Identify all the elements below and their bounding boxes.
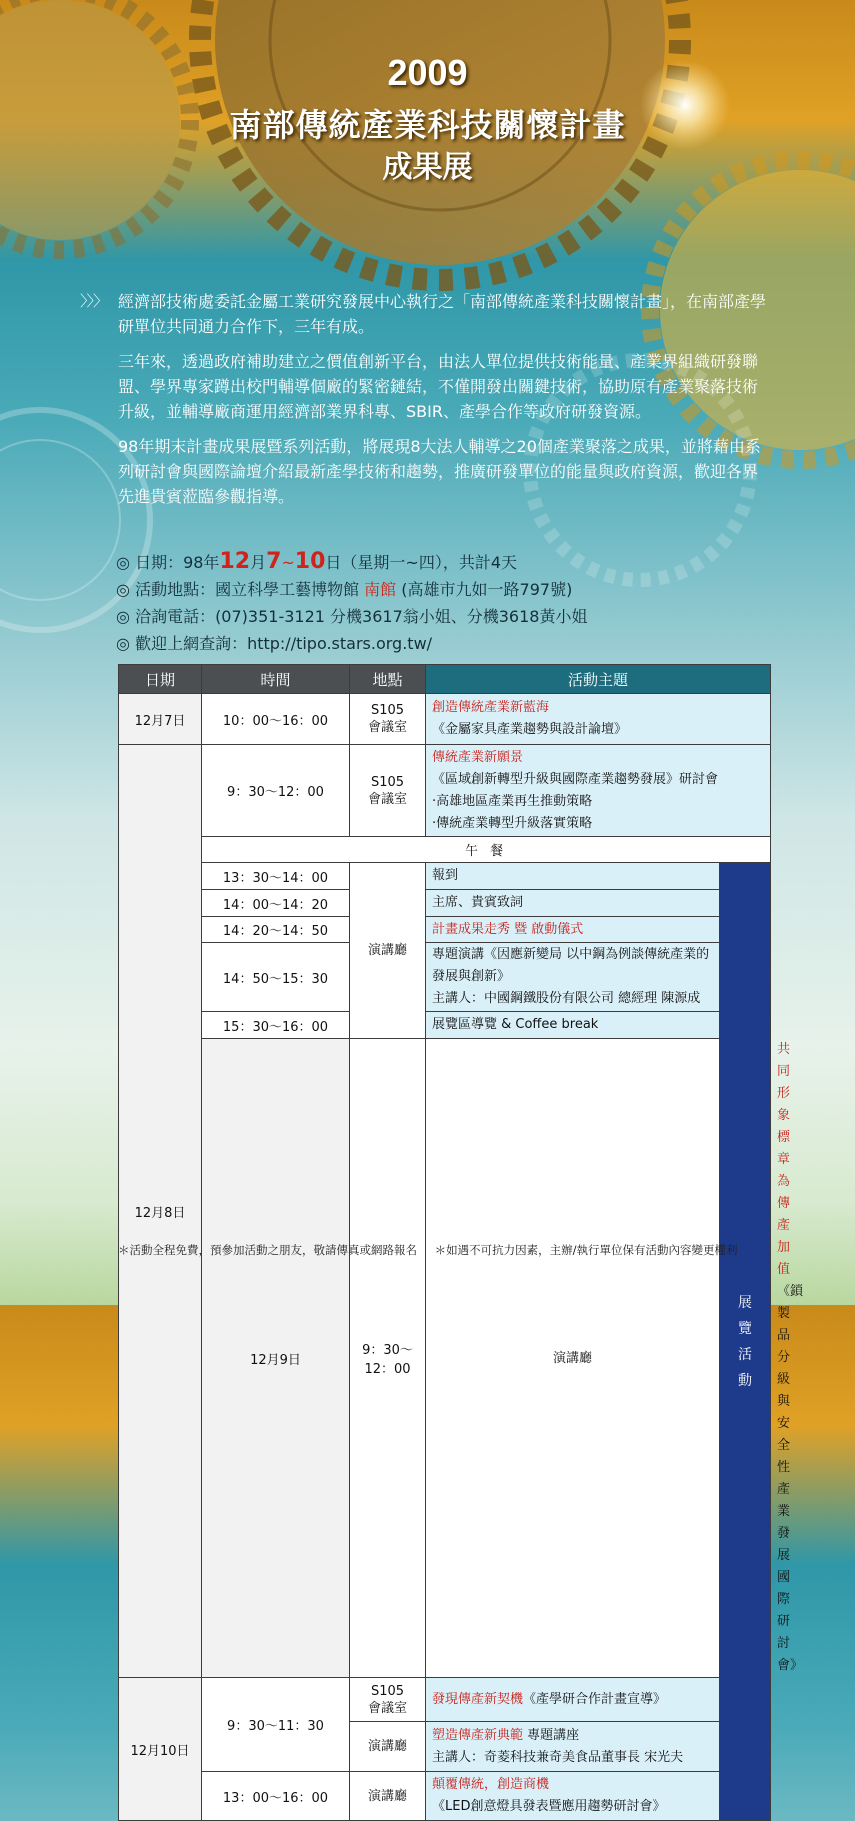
date-tilde: ~ [281,553,295,572]
topic-item: ‧高雄地區產業再生推動策略 [432,793,593,809]
event-date [116,548,776,576]
event-website [116,630,776,657]
header-time: 時間 [202,665,350,694]
table-row [119,943,771,1012]
venue-hall: 南館 [364,580,397,599]
topic-item: ‧傳統產業轉型升級落實策略 [432,815,593,831]
place-cell: 演講廳 [350,1772,426,1821]
title-year: 2009 [387,52,468,93]
topic-cell [426,694,771,745]
time-cell: 13：30〜14：00 [202,863,350,890]
header-topic: 活動主題 [426,665,771,694]
topic-cell: 主席、貴賓致詞 [426,890,720,917]
place-cell [350,1678,426,1722]
time-cell: 14：00〜14：20 [202,890,350,917]
topic-desc: 《金屬家具產業趨勢與設計論壇》 [432,722,628,737]
table-row [119,1012,771,1039]
place-type: 會議室 [367,791,407,807]
triple-chevron-icon: 〉〉〉 [80,292,108,310]
topic-desc: 專題演講《因應新變局 以中鋼為例談傳統產業的發展與創新》 [432,947,710,984]
lunch-cell: 午 餐 [202,837,771,863]
topic-desc: 《產學研合作計畫宣導》 [523,1691,667,1707]
topic-desc: 專題講座 [523,1727,580,1743]
time-cell: 9：30〜12：00 [202,745,350,837]
topic-cell [426,943,720,1012]
time-cell: 9：30〜11：30 [202,1678,350,1772]
place-cell [350,745,426,837]
table-row [119,917,771,943]
bullet-icon: ◎ [116,553,130,572]
side-char: 活 [738,1346,752,1363]
intro-section [80,289,770,509]
topic-title: 共同形象標章為傳產加值 [777,1042,791,1277]
topic-cell [426,1678,720,1722]
time-cell: 14：50〜15：30 [202,943,350,1012]
intro-paragraph: 經濟部技術處委託金屬工業研究發展中心執行之「南部傳統產業科技關懷計畫」，在南部產學研單位共同通力合作下，三年有成。 [118,292,767,336]
time-cell: 10：00〜16：00 [202,694,350,745]
date-label: 日期：98年 [135,553,220,572]
topic-desc: 《LED創意燈具發表暨應用趨勢研討會》 [432,1799,666,1814]
date-rest: 日（星期一~四），共計4天 [325,553,518,572]
event-phone [116,603,776,630]
table-row [119,694,771,745]
topic-cell: 報到 [426,863,720,890]
table-row [119,745,771,837]
header-place: 地點 [350,665,426,694]
date-cell: 12月7日 [119,694,202,745]
date-end: 10 [294,549,326,574]
topic-cell [426,745,771,837]
topic-desc: 《區域創新轉型升級與國際產業趨勢發展》研討會 [432,771,719,787]
date-month: 12 [219,549,251,574]
topic-cell: 計畫成果走秀 暨 啟動儀式 [426,917,720,943]
place-room: S105 [370,774,405,790]
place-room: S105 [370,1683,405,1699]
table-row [119,1772,771,1821]
time-cell: 15：30〜16：00 [202,1012,350,1039]
page-title: 南部傳統產業科技關懷計畫 [229,106,626,144]
table-row [119,863,771,890]
venue-label: 活動地點：國立科學工藝博物館 [135,580,360,599]
side-char: 動 [738,1372,752,1389]
side-char: 覽 [738,1320,752,1337]
footnote-free: ＊活動全程免費，預參加活動之朋友，敬請傳真或網路報名 [118,1243,417,1257]
topic-title: 發現傳產新契機 [432,1691,524,1707]
date-start: 7 [266,549,282,574]
exhibition-activity-label [720,863,771,1821]
lunch-row [119,837,771,863]
date-cell: 12月10日 [119,1678,202,1821]
header-date: 日期 [119,665,202,694]
topic-speaker: 主講人：中國鋼鐵股份有限公司 總經理 陳源成 [432,991,701,1006]
intro-paragraph: 98年期末計畫成果展暨系列活動，將展現8大法人輔導之20個產業聚落之成果，並將藉由系列研討會與國際論壇介紹最新產學技術和趨勢，推廣研發單位的能量與政府資源，歡迎各界先進貴賓蒞臨參觀指導。 [118,437,761,506]
topic-title: 創造傳統產業新藍海 [432,700,550,715]
topic-cell [426,1722,720,1772]
side-char: 展 [738,1294,752,1311]
date-cell: 12月8日 [119,745,202,1678]
time-cell: 9：30〜12：00 [350,1039,426,1678]
time-cell: 13：00〜16：00 [202,1772,350,1821]
topic-cell: 展覽區導覽 & Coffee break [426,1012,720,1039]
bullet-icon: ◎ [116,634,130,653]
table-row [119,1678,771,1722]
event-info [116,548,776,657]
time-cell: 14：20〜14：50 [202,917,350,943]
topic-title: 顛覆傳統，創造商機 [432,1777,550,1792]
topic-title: 塑造傳產新典範 [432,1727,524,1743]
intro-paragraph: 三年來，透過政府補助建立之價值創新平台，由法人單位提供技術能量、產業界組織研發聯盟、學界專家蹲出校門輔導個廠的緊密鏈結，不僅開發出關鍵技術，協助原有產業聚落技術升級，並輔導廠商運用經濟部業界科專、SBIR、產學合作等政府研發資源。 [118,352,759,421]
table-header-row [119,665,771,694]
venue-address: (高雄市九如一路797號) [401,580,573,599]
bullet-icon: ◎ [116,580,130,599]
event-venue [116,576,776,603]
bullet-icon: ◎ [116,607,130,626]
topic-cell [426,1772,720,1821]
place-type: 會議室 [367,720,407,735]
footnote-disclaimer: ＊如遇不可抗力因素，主辦/執行單位保有活動內容變更權利 [434,1243,738,1257]
footnotes [118,1242,818,1258]
place-cell: 演講廳 [350,863,426,1039]
topic-desc: 《鎖製品分級與安全性產業發展國際研討會》 [777,1284,804,1673]
place-cell [350,694,426,745]
place-cell: 演講廳 [426,1039,720,1678]
place-cell: 演講廳 [350,1722,426,1772]
page-subtitle: 成果展 [382,150,473,185]
place-type: 會議室 [367,1700,407,1716]
website-link[interactable]: 歡迎上網查詢：http://tipo.stars.org.tw/ [135,634,433,653]
topic-title: 傳統產業新願景 [432,749,524,765]
table-row [119,1039,771,1678]
phone-text: 洽詢電話：(07)351-3121 分機3617翁小姐、分機3618黃小姐 [135,607,588,626]
date-month-unit: 月 [250,553,267,572]
place-room: S105 [370,703,405,718]
date-cell: 12月9日 [202,1039,350,1678]
topic-speaker: 主講人：奇菱科技兼奇美食品董事長 宋光夫 [432,1749,684,1765]
table-row [119,890,771,917]
